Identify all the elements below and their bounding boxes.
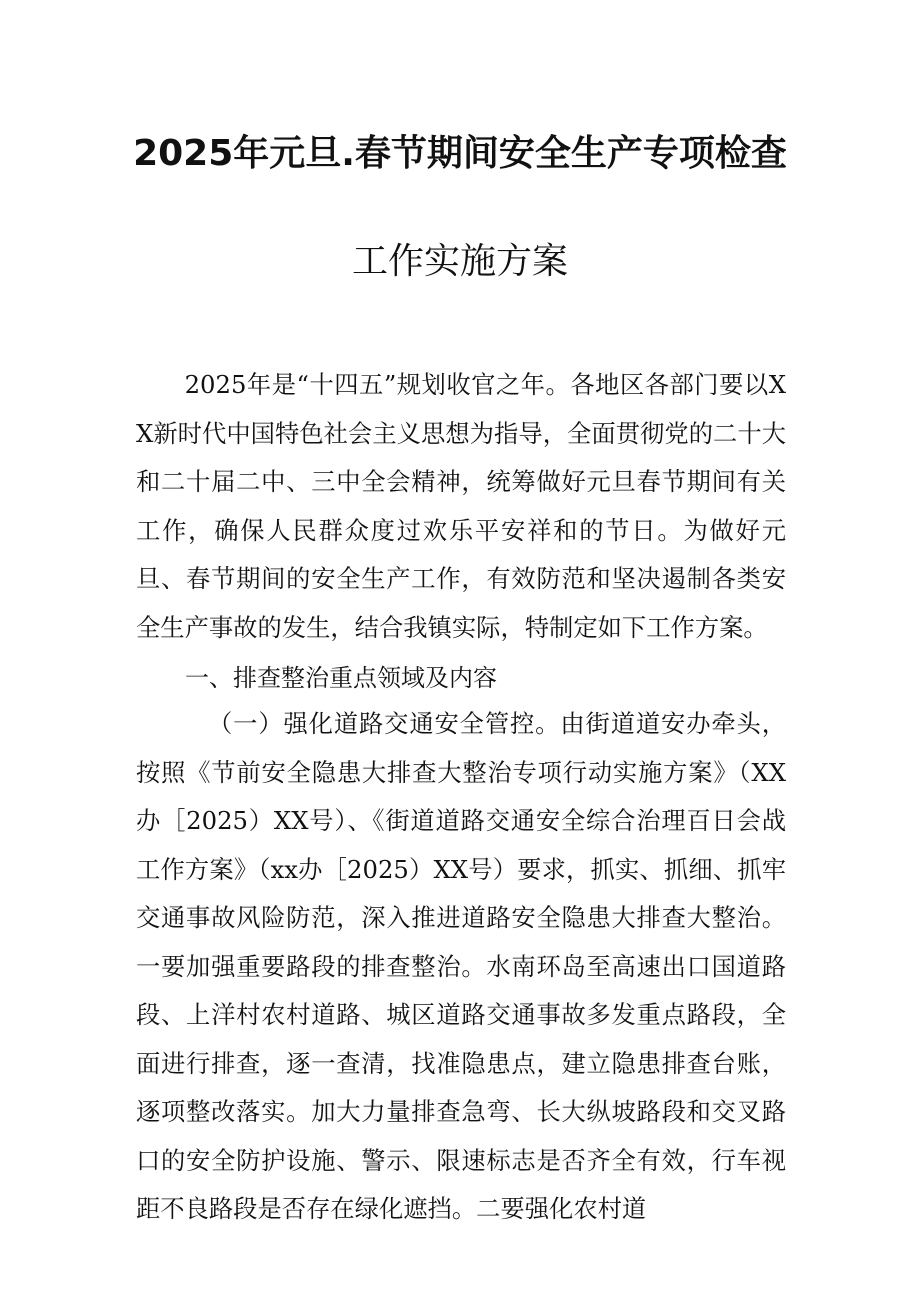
body-paragraph-intro: 2025年是“十四五”规划收官之年。各地区各部门要以XX新时代中国特色社会主义思想为指导，全面贯彻党的二十大和二十届二中、三中全会精神，统筹做好元旦春节期间有关工作，确保人民群众度过欢乐平安祥和的节日。为做好元旦、春节期间的安全生产工作，有效防范和坚决遏制各类安全生产事故的发生，结合我镇实际，特制定如下工作方案。 xyxy=(136,370,786,642)
body-paragraph-road-traffic: （一）强化道路交通安全管控。由街道道安办牵头，按照《节前安全隐患大排查大整治专项行动实施方案》（XX办［2025）XX号）、《街道道路交通安全综合治理百日会战工作方案》（xx办［2025）XX号）要求，抓实、抓细、抓牢交通事故风险防范，深入推进道路安全隐患大排查大整治。一要加强重要路段的排查整治。水南环岛至高速出口国道路段、上洋村农村道路、城区道路交通事故多发重点路段，全面进行排查，逐一查清，找准隐患点，建立隐患排查台账，逐项整改落实。加大力量排查急弯、长大纵坡路段和交叉路口的安全防护设施、警示、限速标志是否齐全有效，行车视距不良路段是否存在绿化遮挡。二要强化农村道 xyxy=(136,709,786,1223)
document-title-line-1: 2025年元旦.春节期间安全生产专项检查 xyxy=(133,133,787,174)
document-title-line-2: 工作实施方案 xyxy=(351,241,568,282)
section-heading-1: 一、排查整治重点领域及内容 xyxy=(185,664,497,692)
